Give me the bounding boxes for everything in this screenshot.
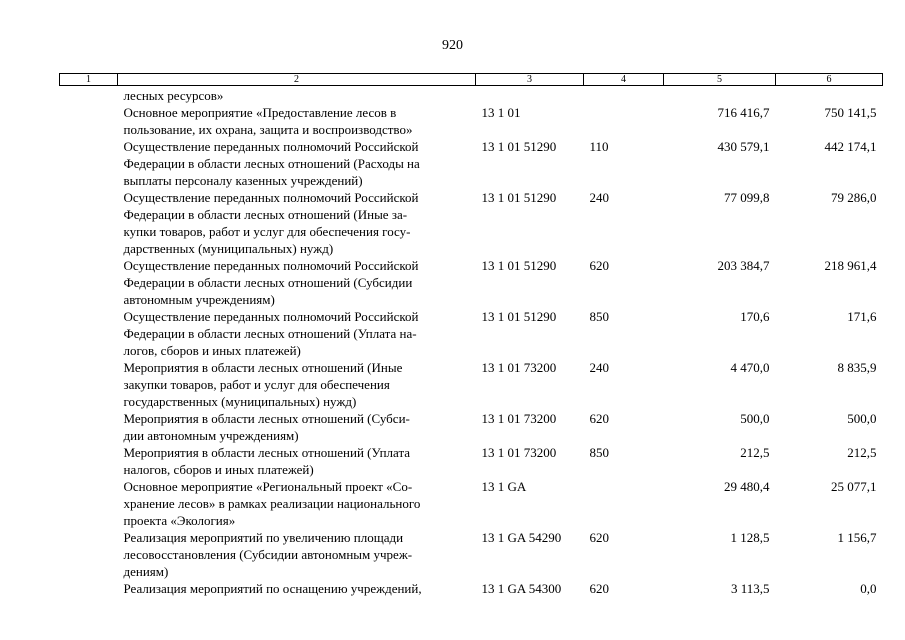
- row-code: 13 1 01 51290: [481, 258, 557, 273]
- row-expense-type: 620: [589, 411, 609, 426]
- table-row: [60, 529, 883, 580]
- table-row: [60, 359, 883, 410]
- row-code: 13 1 01: [481, 105, 521, 120]
- row-expense-type: 620: [589, 258, 609, 273]
- row-value-6: 79 286,0: [831, 190, 877, 205]
- row-expense-type: 850: [589, 309, 609, 324]
- table-row: [60, 104, 883, 138]
- row-value-5: 430 579,1: [717, 139, 770, 154]
- row-expense-type: 240: [589, 360, 609, 375]
- page-number: 920: [442, 38, 463, 53]
- row-expense-type: 620: [589, 530, 609, 545]
- row-value-5: 4 470,0: [730, 360, 770, 375]
- row-value-5: 77 099,8: [724, 190, 770, 205]
- row-value-5: [664, 86, 776, 105]
- table-row: [60, 410, 883, 444]
- row-name: Осуществление переданных полномочий Российской Федерации в области лесных отношений (Расходы на выплаты персоналу казенных учреждений): [123, 139, 420, 188]
- column-header-5: 5: [664, 74, 776, 86]
- row-value-6: 171,6: [847, 309, 877, 324]
- table-row: [60, 444, 883, 478]
- row-code: 13 1 GA 54290: [481, 530, 562, 545]
- row-name: Реализация мероприятий по оснащению учреждений,: [123, 581, 422, 596]
- row-code: 13 1 01 73200: [481, 445, 557, 460]
- column-header-4: 4: [584, 74, 664, 86]
- row-code: 13 1 GA: [481, 479, 527, 494]
- row-name: Мероприятия в области лесных отношений (Иные закупки товаров, работ и услуг для обеспечения государственных (муниципальных) нужд): [123, 360, 403, 409]
- row-name: лесных ресурсов»: [123, 88, 224, 103]
- row-code: 13 1 01 51290: [481, 139, 557, 154]
- row-value-6: 0,0: [860, 581, 877, 596]
- table-row: [60, 478, 883, 529]
- row-value-6: [776, 86, 883, 105]
- row-code: 13 1 01 51290: [481, 190, 557, 205]
- row-name: Мероприятия в области лесных отношений (Субси- дии автономным учреждениям): [123, 411, 410, 443]
- row-code: 13 1 01 73200: [481, 411, 557, 426]
- row-code: 13 1 GA 54300: [481, 581, 562, 596]
- row-expense-type: 110: [589, 139, 609, 154]
- row-value-6: 1 156,7: [837, 530, 877, 545]
- row-value-6: 8 835,9: [837, 360, 877, 375]
- row-name: Основное мероприятие «Предоставление лесов в пользование, их охрана, защита и воспроизводство»: [123, 105, 413, 137]
- row-expense-type: [584, 86, 664, 105]
- table-row: [60, 308, 883, 359]
- row-value-6: 750 141,5: [824, 105, 877, 120]
- row-value-5: 3 113,5: [730, 581, 770, 596]
- row-value-6: 218 961,4: [824, 258, 877, 273]
- row-name: Осуществление переданных полномочий Российской Федерации в области лесных отношений (Субсидии автономным учреждениям): [123, 258, 419, 307]
- row-value-6: 500,0: [847, 411, 877, 426]
- row-expense-type: [584, 478, 664, 529]
- column-header-6: 6: [776, 74, 883, 86]
- table-row: [60, 257, 883, 308]
- table-row: [60, 86, 883, 105]
- table-row: [60, 189, 883, 257]
- table-row: [60, 138, 883, 189]
- table-row: [60, 580, 883, 597]
- row-value-5: 716 416,7: [717, 105, 770, 120]
- column-header-1: 1: [60, 74, 118, 86]
- row-value-5: 29 480,4: [724, 479, 770, 494]
- row-expense-type: 240: [589, 190, 609, 205]
- row-code: 13 1 01 73200: [481, 360, 557, 375]
- row-code: [476, 86, 584, 105]
- column-header-2: 2: [118, 74, 476, 86]
- row-value-5: 1 128,5: [730, 530, 770, 545]
- row-name: Мероприятия в области лесных отношений (Уплата налогов, сборов и иных платежей): [123, 445, 411, 477]
- row-value-6: 25 077,1: [831, 479, 877, 494]
- row-value-5: 212,5: [740, 445, 770, 460]
- budget-table: [59, 73, 883, 597]
- row-expense-type: [584, 104, 664, 138]
- row-value-5: 500,0: [740, 411, 770, 426]
- row-name: Реализация мероприятий по увеличению площади лесовосстановления (Субсидии автономным учреж- дениям): [123, 530, 413, 579]
- row-value-5: 203 384,7: [717, 258, 770, 273]
- row-name: Основное мероприятие «Региональный проект «Со- хранение лесов» в рамках реализации национального проекта «Экология»: [123, 479, 421, 528]
- row-code: 13 1 01 51290: [481, 309, 557, 324]
- row-expense-type: 850: [589, 445, 609, 460]
- row-name: Осуществление переданных полномочий Российской Федерации в области лесных отношений (Уплата на- логов, сборов и иных платежей): [123, 309, 419, 358]
- row-expense-type: 620: [589, 581, 609, 596]
- row-value-5: 170,6: [740, 309, 770, 324]
- column-header-3: 3: [476, 74, 584, 86]
- row-value-6: 212,5: [847, 445, 877, 460]
- row-name: Осуществление переданных полномочий Российской Федерации в области лесных отношений (Иные за- купки товаров, работ и услуг для обеспечения госу- дарственных (муниципальных) нужд): [123, 190, 419, 256]
- column-number-row: [60, 74, 883, 86]
- row-value-6: 442 174,1: [824, 139, 877, 154]
